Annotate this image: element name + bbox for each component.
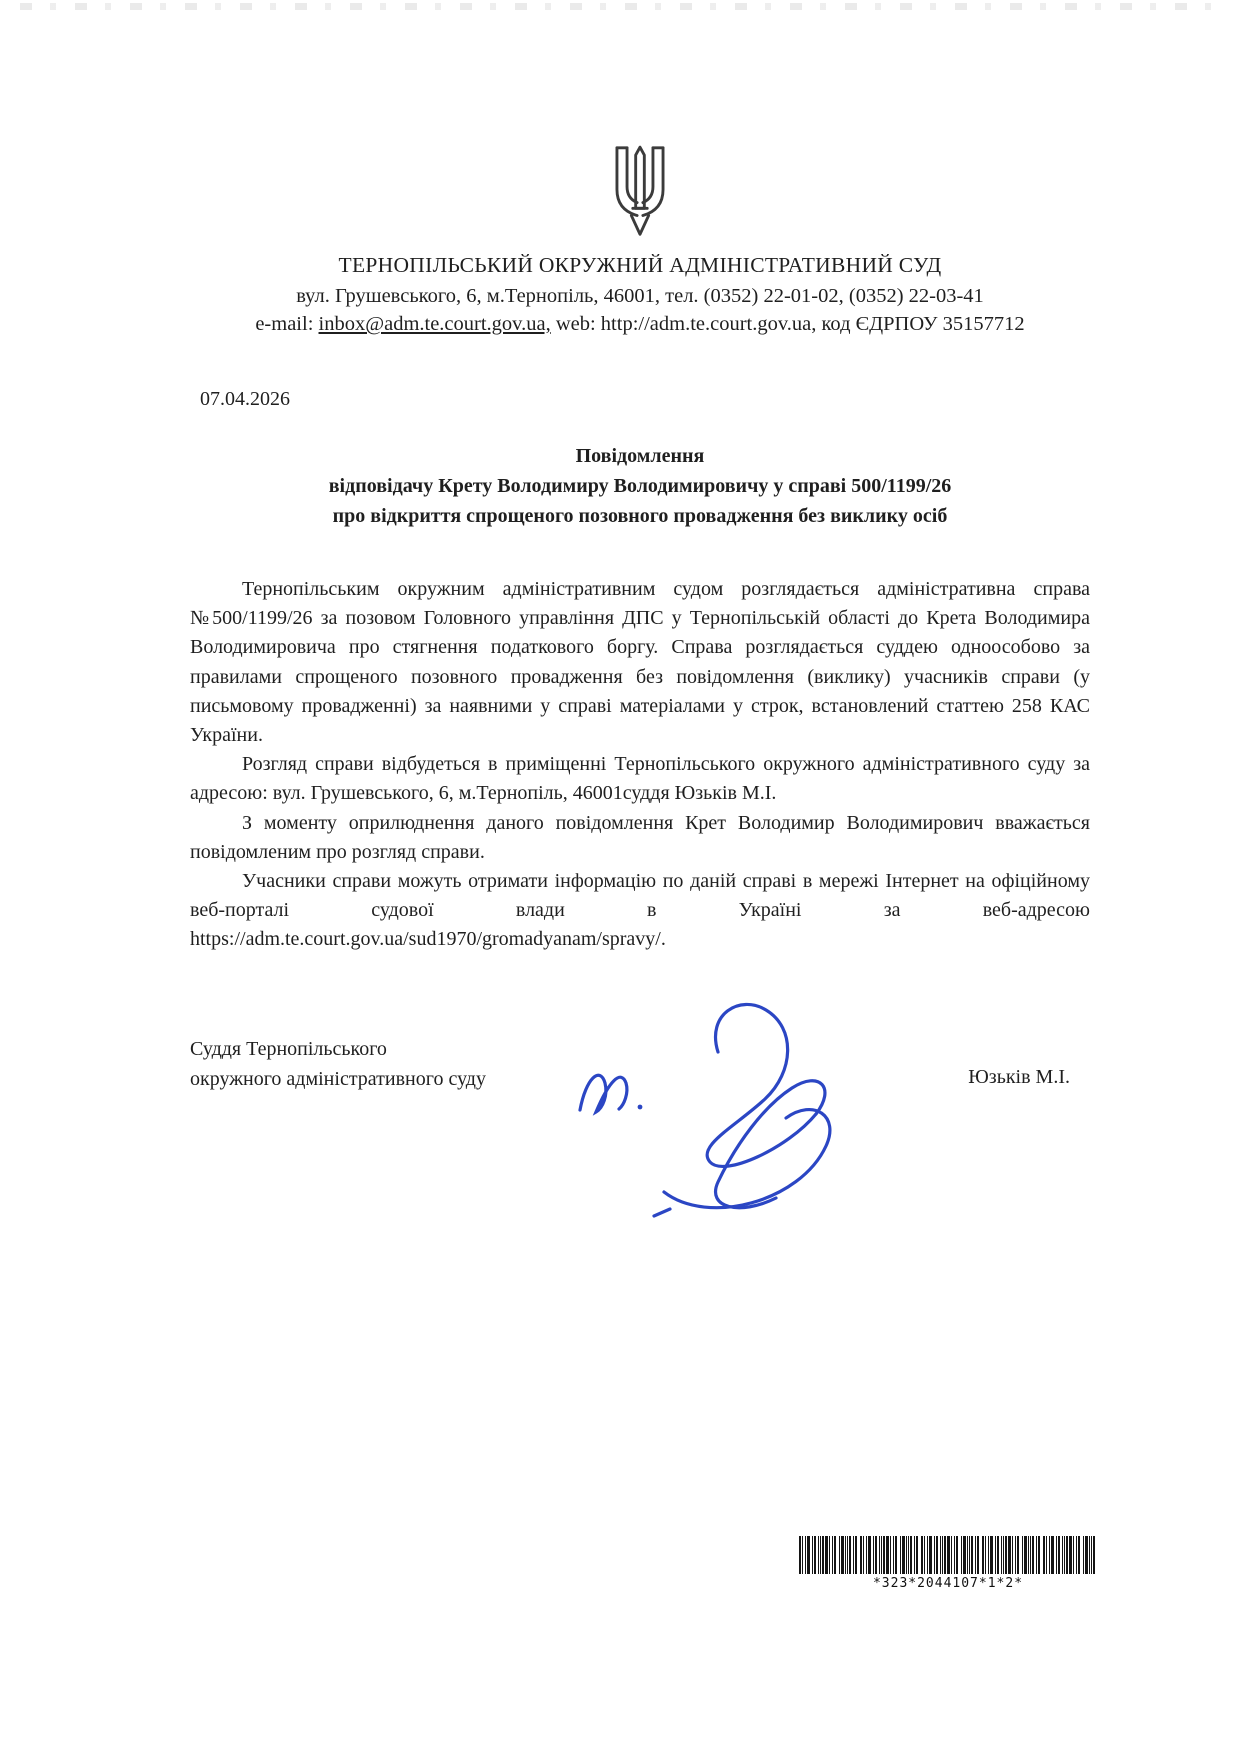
body-paragraphs	[190, 575, 1090, 954]
notice-title-block	[190, 441, 1090, 531]
notice-respondent-line: відповідачу Крету Володимиру Володимировичу у справі 500/1199/26	[328, 475, 952, 497]
handwritten-signature-ink	[568, 986, 868, 1226]
signature-name: Юзьків М.І.	[968, 1066, 1070, 1089]
document-content	[190, 0, 1090, 1094]
signature-role-line2: окружного адміністративного суду	[190, 1068, 486, 1091]
barcode-bars	[792, 1536, 1104, 1574]
court-address-line: вул. Грушевського, 6, м.Тернопіль, 46001, тел. (0352) 22-01-02, (0352) 22-03-41	[296, 285, 984, 307]
barcode-text: *323*2044107*1*2*	[872, 1576, 1024, 1591]
court-contact-line	[190, 313, 1090, 336]
signature-role-line1: Суддя Тернопільського	[190, 1038, 387, 1061]
body-paragraph: Учасники справи можуть отримати інформацію по даній справі в мережі Інтернет на офіційному веб-порталі судової влади в Україні за веб-адресою https://adm.te.court.gov.ua/sud1970/gromadyanam/spravy/.	[190, 869, 1090, 951]
body-paragraph: Розгляд справи відбудеться в приміщенні Тернопільського окружного адміністративного суду за адресою: вул. Грушевського, 6, м.Тернопіль, 46001суддя Юзьків М.І.	[190, 753, 1090, 805]
body-paragraph: З моменту оприлюднення даного повідомлення Крет Володимир Володимирович вважається повідомленим про розгляд справи.	[190, 811, 1090, 863]
email-address: inbox@adm.te.court.gov.ua,	[318, 313, 551, 335]
signature-block	[190, 1034, 1090, 1094]
notice-subject-line: про відкриття спрощеного позовного провадження без виклику осіб	[332, 505, 948, 527]
notice-title: Повідомлення	[575, 445, 705, 467]
barcode	[792, 1536, 1104, 1591]
trident-emblem	[604, 142, 676, 243]
court-name: ТЕРНОПІЛЬСЬКИЙ ОКРУЖНИЙ АДМІНІСТРАТИВНИЙ СУД	[338, 253, 942, 277]
body-paragraph: Тернопільським окружним адміністративним судом розглядається адміністративна справа №500/1199/26 за позовом Головного управління ДПС у Тернопільській області до Крета Володимира Володимировича про стягнення податкового боргу. Справа розглядається суддею одноособово за правилами спрощеного позовного провадження без повідомлення (виклику) учасників справи (у письмовому провадженні) за наявними у справі матеріалами у строк, встановлений статтею 258 КАС України.	[190, 578, 1090, 746]
web-and-edrpou: web: http://adm.te.court.gov.ua, код ЄДРПОУ 35157712	[550, 313, 1025, 335]
document-date: 07.04.2026	[200, 388, 290, 410]
email-label: e-mail:	[255, 313, 319, 335]
